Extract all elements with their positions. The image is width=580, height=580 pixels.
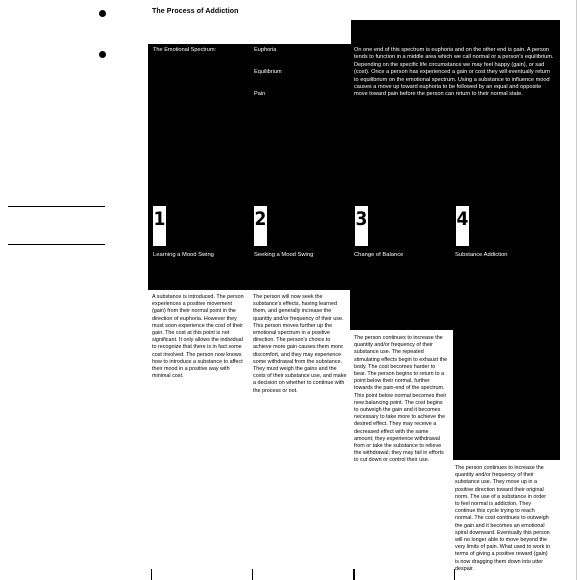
spectrum-label: The Emotional Spectrum: (153, 47, 217, 53)
stage-number-4: 4 (456, 206, 469, 246)
stage-title-3: Change of Balance (354, 252, 404, 258)
stage-title-4: Substance Addiction (455, 252, 508, 258)
stage-text-2: The person will now seek the substance's effects, having learned them, and generally increase the quantity and/or frequency of their use. This person moves further up the emotional spectrum in a positive direction. The person's choice to achieve more gain causes them more discomfort, and they may experience some withdrawal from the substance. They must weigh the gains and the costs of their substance use, and make a decision on whether to continue with the process or not. (253, 294, 347, 394)
spectrum-level-euphoria: Euphoria (254, 47, 277, 53)
bottom-tick-3 (353, 569, 355, 580)
stage-text-3: The person continues to increase the quantity and/or frequency of their substance use. The repeated stimulating effects begin to exhaust the body. The cost becomes harder to bear. The person begins to return to a point below their normal, further towards the pain-end of the spectrum. This point below normal becomes their new balancing point. The cost begins to outweigh the gain and it becomes necessary to take more to achieve the desired effect. They may receive a decreased effect with the same amount; they experience withdrawal from or take the substance to relieve the withdrawal; they may fail in efforts to cut down or control their use. (354, 335, 448, 464)
stage-text-4: The person continues to increase the quantity and/or frequency of their substance use. They move up in a positive direction toward their original norm. The use of a substance in order to feel normal is addiction. They continue this cycle trying to reach normal. The cost continues to outweigh the gain and it becomes an emotional spiral downward. Eventually this person will no longer able to move beyond the very limits of pain. What used to work in terms of giving a positive reward (gain) is now dragging them down into utter despair. (455, 465, 550, 572)
bottom-tick-2 (252, 569, 253, 580)
spectrum-level-equilibrium: Equilibrium (254, 69, 282, 75)
stage-text-1: A substance is introduced. The person experiences a positive movement (gain) from their normal point in the direction of euphoria. However they must soon experience the cost of their gain. The cost at this point is not significant. It only allows the individual to recognize that there is in fact some cost involved. The person now knows how to introduce a substance to affect their mood in a positive way with minimal cost. (152, 294, 244, 380)
stage-title-2: Seeking a Mood Swing (254, 252, 314, 258)
right-edge-line (576, 0, 577, 580)
bullet-dot-second (99, 51, 106, 58)
bullet-dot-top (99, 10, 106, 17)
spectrum-description: On one end of this spectrum is euphoria and on the other end is pain. A person tends to function in a middle area which we call normal or a person's equilibrium. Depending on the specific life circumstance we may feel happy (gain), or sad (cost). Once a person has experienced a gain or cost they will eventually return to equilibrium on the emotional spectrum. Using a substance to influence mood causes a move up toward euphoria to be followed by an equal and opposite move toward pain before the person can return to their normal state. (354, 47, 554, 98)
black-block-stage3 (350, 290, 560, 330)
margin-rule-top (8, 206, 105, 207)
bottom-tick-4 (454, 569, 455, 580)
stage-number-2: 2 (254, 206, 267, 246)
spectrum-level-pain: Pain (254, 91, 266, 97)
stage-title-1: Learning a Mood Swing (153, 252, 214, 258)
stage-number-3: 3 (355, 206, 368, 246)
bottom-tick-1 (151, 569, 152, 580)
black-block-stage4 (453, 330, 560, 460)
stage-number-1: 1 (153, 206, 166, 246)
white-step-notch (148, 20, 351, 44)
margin-rule-bottom (8, 244, 105, 245)
page-title: The Process of Addiction (152, 8, 239, 15)
